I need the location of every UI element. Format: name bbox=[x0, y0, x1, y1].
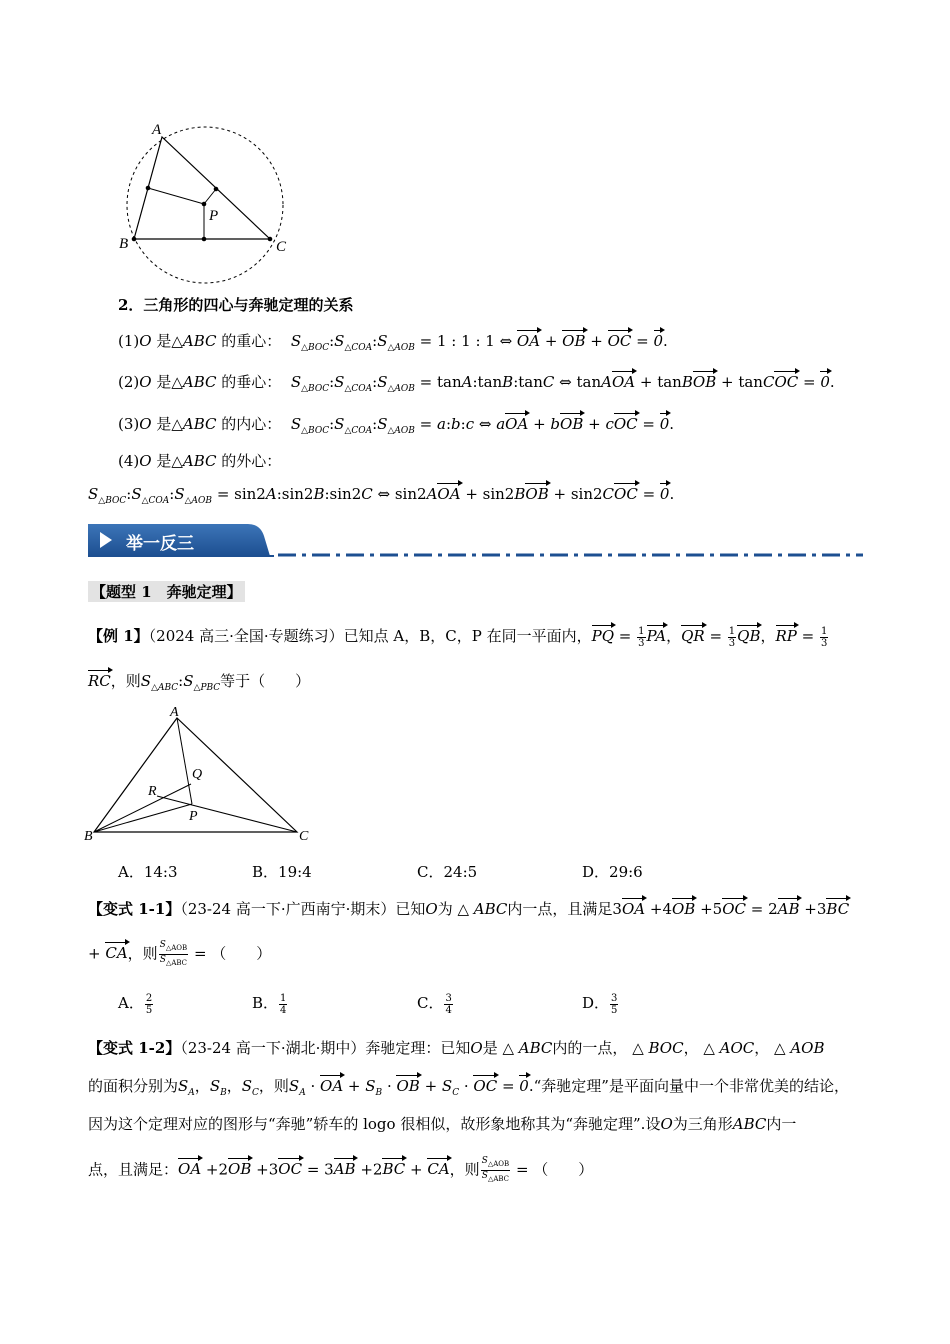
banner bbox=[88, 524, 863, 560]
label-p: P bbox=[209, 208, 219, 224]
perp-ab bbox=[148, 188, 204, 204]
type-label: 【题型 1 奔驰定理】 bbox=[88, 581, 245, 602]
variant12-line1: 【变式 1-2】（23-24 高一下·湖北·期中）奔驰定理：已知O是 △ ABC内的一点， △ BOC， △ AOC， △ AOB bbox=[88, 1039, 825, 1057]
circumcircle-figure bbox=[110, 115, 300, 290]
item-centroid: (1)O 是△ABC 的重心： $S_{\triangle BOC}:S_{\triangle COA}:S_{\triangle AOB} = 1$ : 1 : 1 ⇔ OA + OB + OC = 0. bbox=[118, 332, 668, 353]
label-b: B bbox=[84, 829, 93, 844]
option-a[interactable]: A． $\frac{2}{5}$ bbox=[118, 992, 153, 1016]
label-c: C bbox=[299, 829, 309, 844]
circumcenter-formula: $S_{\triangle BOC}:S_{\triangle COA}:S_{\triangle AOB}$ = sin2A:sin2B:sin2C ⇔ sin2AOA + sin2BOB + sin2COC = 0. bbox=[88, 485, 675, 506]
area-ratio: $S_{\triangle BOC}:S_{\triangle COA}:S_{\triangle AOB}$ = a:b:c ⇔ aOA + bOB + cOC = 0. bbox=[290, 415, 675, 436]
variant12-line2: 的面积分别为$S_A$，$S_B$，$S_C$，则$S_A$ · OA + $S_B$ · OB + $S_C$ · OC = 0.“奔驰定理”是平面向量中一个非常优美的结论， bbox=[88, 1077, 849, 1098]
point-b bbox=[132, 237, 137, 242]
label-p: P bbox=[189, 809, 198, 824]
variant12-line3: 因为这个定理对应的图形与“奔驰”轿车的 logo 很相似，故形象地称其为“奔驰定理”.设O为三角形ABC内一 bbox=[88, 1115, 797, 1133]
area-ratio: $S_{\triangle BOC}:S_{\triangle COA}:S_{\triangle AOB}$ = tanA:tanB:tanC ⇔ tanAOA + tanBOB + tanCOC = 0. bbox=[290, 373, 835, 394]
option-c[interactable]: C． $\frac{3}{4}$ bbox=[417, 992, 452, 1016]
option-c[interactable]: C．24:5 bbox=[417, 863, 478, 881]
play-icon bbox=[100, 532, 112, 548]
banner-shape bbox=[88, 524, 863, 560]
variant11-line1: 【变式 1-1】（23-24 高一下·广西南宁·期末）已知O为 △ ABC内一点，且满足3OA +4OB +5OC = 2AB +3BC bbox=[88, 900, 850, 918]
option-a[interactable]: A．14:3 bbox=[118, 863, 178, 881]
option-d[interactable]: D． $\frac{3}{5}$ bbox=[582, 992, 618, 1016]
label-a: A bbox=[170, 705, 179, 720]
banner-title: 举一反三 bbox=[126, 534, 194, 554]
option-b[interactable]: B． $\frac{1}{4}$ bbox=[252, 992, 287, 1016]
label-r: R bbox=[148, 784, 157, 799]
line-r-c bbox=[157, 796, 297, 832]
triangle-figure bbox=[82, 700, 322, 845]
item-incenter: (3)O 是△ABC 的内心： $S_{\triangle BOC}:S_{\triangle COA}:S_{\triangle AOB}$ = a:b:c ⇔ aOA + bOB + cOC = 0. bbox=[118, 415, 675, 436]
example1-line1: 【例 1】（2024 高三·全国·专题练习）已知点 A，B，C，P 在同一平面内，PQ = $\frac{1}{3}$ PA，QR = $\frac{1}{3}$ QB，RP = $\frac{1}{3}$ bbox=[88, 625, 828, 649]
label-c: C bbox=[276, 239, 287, 255]
point-c bbox=[268, 237, 273, 242]
variant12-line4: 点，且满足：OA +2OB +3OC = 3AB +2BC + CA，则 $\frac{S_{\triangle AOB}}{S_{\triangle ABC}}$ = （ ） bbox=[88, 1156, 594, 1183]
variant11-line2: + CA，则 $\frac{S_{\triangle AOB}}{S_{\triangle ABC}}$ = （ ） bbox=[88, 940, 272, 967]
option-d[interactable]: D．29:6 bbox=[582, 863, 643, 881]
label-b: B bbox=[119, 236, 129, 252]
perp-ac bbox=[204, 189, 216, 204]
item-circumcenter: (4)O 是△ABC 的外心： bbox=[118, 452, 282, 470]
item-orthocenter: (2)O 是△ABC 的垂心： $S_{\triangle BOC}:S_{\triangle COA}:S_{\triangle AOB}$ = tanA:tanB:tanC ⇔ tanAOA + tanBOB + tanCOC = 0. bbox=[118, 373, 835, 394]
label-q: Q bbox=[192, 767, 203, 782]
option-b[interactable]: B．19:4 bbox=[252, 863, 312, 881]
example1-line2: RC，则$S_{\triangle ABC}:S_{\triangle PBC}$等于（ ） bbox=[88, 672, 311, 693]
label-a: A bbox=[152, 122, 162, 138]
point-p bbox=[202, 202, 207, 207]
point-mid-ac bbox=[214, 187, 219, 192]
triangle-abc bbox=[134, 137, 270, 239]
area-ratio: $S_{\triangle BOC}:S_{\triangle COA}:S_{\triangle AOB} = 1$ : 1 : 1 ⇔ OA + OB + OC = 0. bbox=[290, 332, 668, 353]
point-mid-bc bbox=[202, 237, 207, 242]
point-mid-ab bbox=[146, 186, 151, 191]
section-title: 2．三角形的四心与奔驰定理的关系 bbox=[118, 296, 354, 314]
